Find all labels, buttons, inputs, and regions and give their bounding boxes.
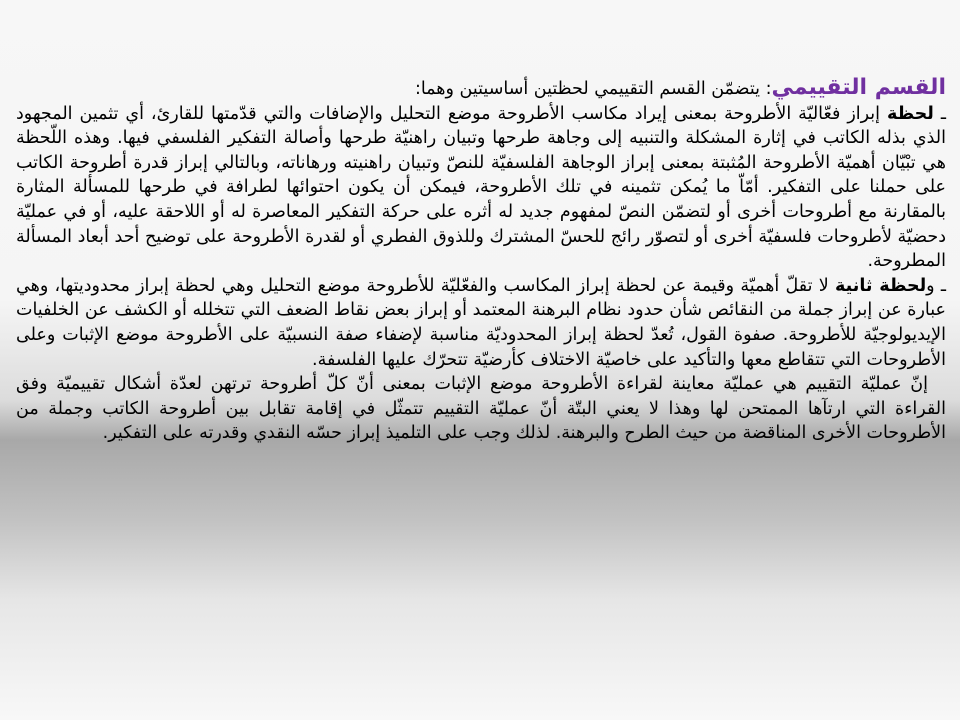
slide-text-body: [16, 76, 946, 446]
conclusion-paragraph: إنّ عمليّة التقييم هي عمليّة معاينة لقراءة الأطروحة موضع الإثبات بمعنى أنّ كلّ أطروحة ترتهن لعدّة أشكال تقييميّة وفق القراءة التي ارتآها الممتحن لها وهذا لا يعني البتّة أنّ عمليّة التقييم تتمثّل في إقامة تقابل بين أطروحة الكاتب وجملة من الأطروحات الأخرى المناقضة من حيث الطرح والبرهنة. لذلك وجب على التلميذ إبراز حسّه النقدي وقدرته على التفكير.: [16, 374, 946, 444]
moment-1-text: إبراز فعّاليّة الأطروحة بمعنى إيراد مكاسب الأطروحة موضع التحليل والإضافات والتي قدّمتها للقارئ، أي تثمين المجهود الذي بذله الكاتب في إثارة المشكلة والتنبيه إلى وجاهة طرحها وتبيان راهنيّة طرحها وأصالة التفكير الفلسفي فيها. وهذه اللّحظة هي تبْيّان أهميّة الأطروحة المُثبتة بمعنى إبراز الوجاهة الفلسفيّة للنصّ وتبيان راهنيته ورهاناته، وبالتالي إبراز قدرة أطروحة الكاتب على حملنا على التفكير. أمّاّ ما يُمكن تثمينه في تلك الأطروحة، فيمكن أن يكون احتوائها لطرافة في طرحها للمسألة المثارة بالمقارنة مع أطروحات أخرى أو لتضمّن النصّ لمفهوم جديد له أثره على حركة التفكير المعاصرة له أو اللاحقة عليه، أو في عمليّة دحضيّة لأطروحات فلسفيّة أخرى أو لتصوّر رائج للحسّ المشترك وللذوق الفطري أو لقدرة الأطروحة على توضيح أحد أبعاد المسألة المطروحة.: [16, 103, 946, 272]
moment-2-paragraph: [16, 274, 946, 372]
moment-2-marker: ـ و: [926, 275, 947, 296]
section-intro: [16, 76, 946, 102]
moment-1-paragraph: [16, 102, 946, 274]
section-heading: القسم التقييمي: [771, 75, 946, 100]
moment-2-text: لا تقلّ أهميّة وقيمة عن لحظة إبراز المكاسب والفعّليّة للأطروحة موضع التحليل وهي لحظة إبراز محدوديتها، وهي عبارة عن إبراز جملة من النقائص شأن حدود نظام البرهنة المعتمد أو إبراز بعض نقاط الضعف التي تتخلله أو الكشف عن الخلفيات الإيديولوجيّة للأطروحة. صفوة القول، تُعدّ لحظة إبراز المحدوديّة مناسبة لإضفاء صفة النسبيّة على الأطروحة موضع الإثبات وعلى الأطروحات التي تتقاطع معها والتأكيد على خاصيّة الاختلاف كأرضيّة تتحرّك عليها الفلسفة.: [16, 275, 946, 370]
section-intro-text: : يتضمّن القسم التقييمي لحظتين أساسيتين وهما:: [414, 79, 772, 99]
moment-1-label: لحظة: [887, 103, 934, 124]
moment-1-marker: ـ: [933, 103, 946, 124]
moment-2-label: لحظة ثانية: [835, 275, 927, 296]
